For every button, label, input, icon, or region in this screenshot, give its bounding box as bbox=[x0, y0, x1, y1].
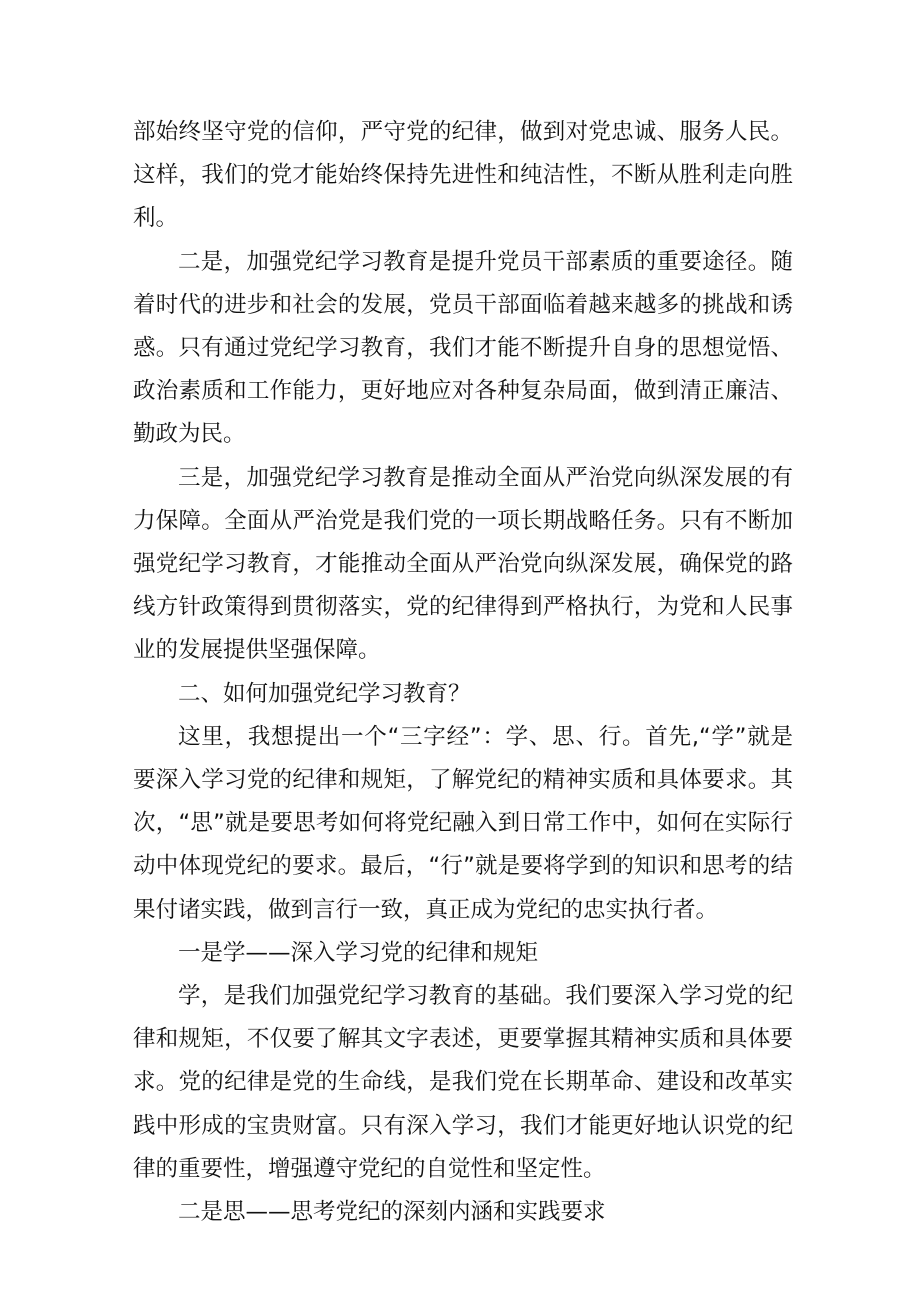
paragraph-continuation: 部始终坚守党的信仰，严守党的纪律，做到对党忠诚、服务人民。这样，我们的党才能始终保持先进性和纯洁性，不断从胜利走向胜利。 bbox=[133, 119, 793, 232]
paragraph-three-character-classic: 这里，我想提出一个“三字经”：学、思、行。首先,“学”就是要深入学习党的纪律和规矩，了解党纪的精神实质和具体要求。其次，“思”就是要思考如何将党纪融入到日常工作中，如何在实际行动中体现党纪的要求。最后，“行”就是要将学到的知识和思考的结果付诸实践，做到言行一致，真正成为党纪的忠实执行者。 bbox=[133, 723, 793, 923]
subheading-think: 二是思——思考党纪的深刻内涵和实践要求 bbox=[178, 1199, 606, 1226]
document-body bbox=[133, 111, 793, 1234]
paragraph-point-three: 三是，加强党纪学习教育是推动全面从严治党向纵深发展的有力保障。全面从严治党是我们党的一项长期战略任务。只有不断加强党纪学习教育，才能推动全面从严治党向纵深发展，确保党的路线方针政策得到贯彻落实，党的纪律得到严格执行，为党和人民事业的发展提供坚强保障。 bbox=[133, 464, 793, 664]
paragraph-point-two: 二是，加强党纪学习教育是提升党员干部素质的重要途径。随着时代的进步和社会的发展，党员干部面临着越来越多的挑战和诱惑。只有通过党纪学习教育，我们才能不断提升自身的思想觉悟、政治素质和工作能力，更好地应对各种复杂局面，做到清正廉洁、勤政为民。 bbox=[133, 248, 793, 448]
section-heading-how-to-strengthen: 二、如何加强党纪学习教育？ bbox=[178, 680, 471, 707]
paragraph-learn: 学，是我们加强党纪学习教育的基础。我们要深入学习党的纪律和规矩，不仅要了解其文字表述，更要掌握其精神实质和具体要求。党的纪律是党的生命线，是我们党在长期革命、建设和改革实践中形成的宝贵财富。只有深入学习，我们才能更好地认识党的纪律的重要性，增强遵守党纪的自觉性和坚定性。 bbox=[133, 983, 793, 1182]
subheading-learn: 一是学——深入学习党的纪律和规矩 bbox=[178, 939, 539, 966]
